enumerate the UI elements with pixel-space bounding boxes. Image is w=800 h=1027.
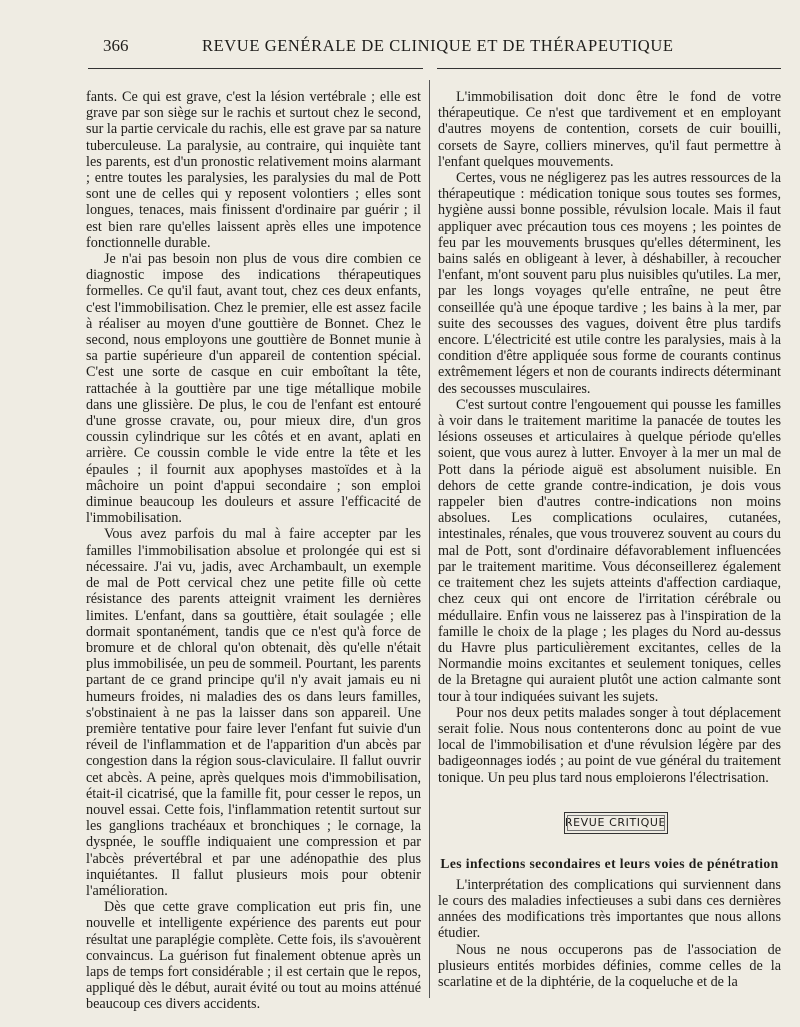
paragraph: Pour nos deux petits malades songer à tout déplacement serait folie. Nous nous contenterons donc au point de vue local de l'immobilisation et d'une révulsion légère par des badigeonnages iodés ; au point de vue général du traitement tonique. Un peu plus tard nous emploierons l'électrisation. bbox=[438, 704, 781, 786]
paragraph: fants. Ce qui est grave, c'est la lésion vertébrale ; elle est grave par son siège sur le rachis et surtout chez le second, sur la partie cervicale du rachis, elle est grave par sa nature tuberculeuse. La paralysie, au contraire, qui inquiète tant les parents, est d'un pronostic relativement moins alarmant ; entre toutes les paralysies, les paralysies du mal de Pott sont une de celles qui y reposent volontiers ; elles sont longues, tenaces, mais finissent d'ordinaire par guérir ; il est bien rare qu'elles laissent après elles une impotence fonctionnelle durable. bbox=[86, 89, 421, 251]
paragraph: Dès que cette grave complication eut pris fin, une nouvelle et intelligente expérience des parents eut pour résultat une paraplégie complète. Cette fois, ils s'avouèrent convaincus. La guérison fut finalement obtenue après un laps de temps fort considérable ; il est certain que le repos, appliqué dès le début, aurait évité ou tout au moins atténué beaucoup ces divers accidents. bbox=[86, 899, 421, 1013]
paragraph: Certes, vous ne négligerez pas les autres ressources de la thérapeutique : médication tonique sous toutes ses formes, hygiène aussi bonne possible, révulsion locale. Mais il faut appliquer avec précaution tous ces moyens ; les pointes de feu par les mouvements brusques qu'elles déterminent, les bains salés en obligeant à lever, à déshabiller, à recoucher l'enfant, m'ont souvent paru plus nuisibles qu'utiles. La mer, par les longs voyages qu'elle entraîne, ne peut être conseillée qu'à une époque tardive ; les bains à la mer, par suite des secousses des vagues, doivent être plus tardifs encore. L'électricité est utile contre les paralysies, mais à la condition d'être appliquée sous forme de courants continus extrêmement légers et non de courants indirects déterminant des secousses musculaires. bbox=[438, 170, 781, 397]
left-column bbox=[86, 89, 421, 1013]
section-label: REVUE CRITIQUE bbox=[564, 812, 668, 834]
article-title: Les infections secondaires et leurs voies de pénétration bbox=[440, 855, 779, 871]
paragraph: Vous avez parfois du mal à faire accepter par les familles l'immobilisation absolue et prolongée qui est si nécessaire. J'ai vu, jadis, avec Archambault, un exemple de mal de Pott cervical chez une petite fille où cette résistance des parents atteignit vraiment les dernières limites. L'enfant, dans sa gouttière, était soulagée ; elle dormait spontanément, tandis que ce n'est qu'à force de bromure et de chloral qu'on obtenait, dès qu'elle n'était plus immobilisée, un peu de sommeil. Pourtant, les parents partant de ce grand principe qu'il n'y avait jamais eu ni humeurs froides, ni maladies des os dans leurs familles, s'obstinaient à ne pas la laisser dans son appareil. Une première tentative pour faire lever l'enfant fut suivie d'un réveil de l'inflammation et de l'apparition d'un abcès par congestion dans la région sous-claviculaire. Il fallut ouvrir cet abcès. A peine, après quelques mois d'immobilisation, était-il cicatrisé, que la famille fit, pour cesser le repos, un nouvel essai. Cette fois, l'inflammation retentit surtout sur les ganglions trachéaux et bronchiques ; le cornage, la dyspnée, le souffle indiquaient une compression et par l'abcès prévertébral et par une adénopathie des plus inquiétantes. Il fallut plusieurs mois pour obtenir l'amélioration. bbox=[86, 526, 421, 899]
column-divider bbox=[429, 80, 430, 998]
header-rule-right bbox=[437, 68, 781, 69]
paragraph: Je n'ai pas besoin non plus de vous dire combien ce diagnostic impose des indications thérapeutiques formelles. Ce qu'il faut, avant tout, chez ces deux enfants, c'est l'immobilisation. Chez le premier, elle est assez facile à réaliser au moyen d'une gouttière de Bonnet. Chez le second, nous employons une gouttière de Bonnet munie à sa partie supérieure d'un appareil de contention spécial. C'est une sorte de casque en cuir emboîtant la tête, rattachée à la gouttière par une tige métallique mobile dans une glissière. De plus, le cou de l'enfant est entouré d'une grosse cravate, ou, pour mieux dire, d'un gros coussin cylindrique sur les côtés et en avant, aplati en arrière. Ce coussin comble le vide entre la tête et les épaules ; il fournit aux apophyses mastoïdes et à la mâchoire un point d'appui secondaire ; son emploi diminue beaucoup les douleurs et assure l'efficacité de l'immobilisation. bbox=[86, 251, 421, 527]
paragraph: L'interprétation des complications qui surviennent dans le cours des maladies infectieuses a subi dans ces dernières années des modifications très importantes que nous allons étudier. bbox=[438, 876, 781, 942]
paragraph: L'immobilisation doit donc être le fond de votre thérapeutique. Ce n'est que tardivement et en employant d'autres moyens de contention, corsets de cuir bouilli, corsets de Sayre, colliers minerves, qu'il faut permettre à l'enfant quelques mouvements. bbox=[438, 89, 781, 170]
running-title: REVUE GENÉRALE DE CLINIQUE ET DE THÉRAPEUTIQUE bbox=[202, 36, 674, 55]
header-rule-left bbox=[88, 68, 423, 69]
page-header bbox=[0, 36, 800, 66]
paragraph: C'est surtout contre l'engouement qui pousse les familles à voir dans le traitement maritime la panacée de toutes les lésions osseuses et articulaires à quelque période qu'elles soient, que vous aurez à lutter. Envoyer à la mer un mal de Pott dans la période aiguë est absolument nuisible. En dehors de cette grande contre-indication, je dois vous rappeler bien d'autres contre-indications non moins absolues. Les complications oculaires, cutanées, intestinales, rénales, que vous trouverez souvent au cours du mal de Pott, sont d'ordinaire défavorablement influencées par le traitement maritime. Vous déconseillerez également ce traitement chez les sujets atteints d'affection cardiaque, chez ceux qui ont encore de l'irritation cérébrale ou médullaire. Enfin vous ne laisserez pas à l'inspiration de la famille le choix de la plage ; les plages du Nord au-dessus du Havre plus particulièrement excitantes, celles de la Normandie moins excitantes et seulement toniques, celles de la Bretagne qui auraient plutôt une action calmante sont tour à tour indiquées suivant les sujets. bbox=[438, 396, 781, 705]
page-number: 366 bbox=[103, 36, 129, 55]
paragraph: Nous ne nous occuperons pas de l'association de plusieurs entités morbides définies, comme celles de la scarlatine et de la diphtérie, de la coqueluche et de la bbox=[438, 941, 781, 990]
right-column bbox=[438, 89, 781, 990]
